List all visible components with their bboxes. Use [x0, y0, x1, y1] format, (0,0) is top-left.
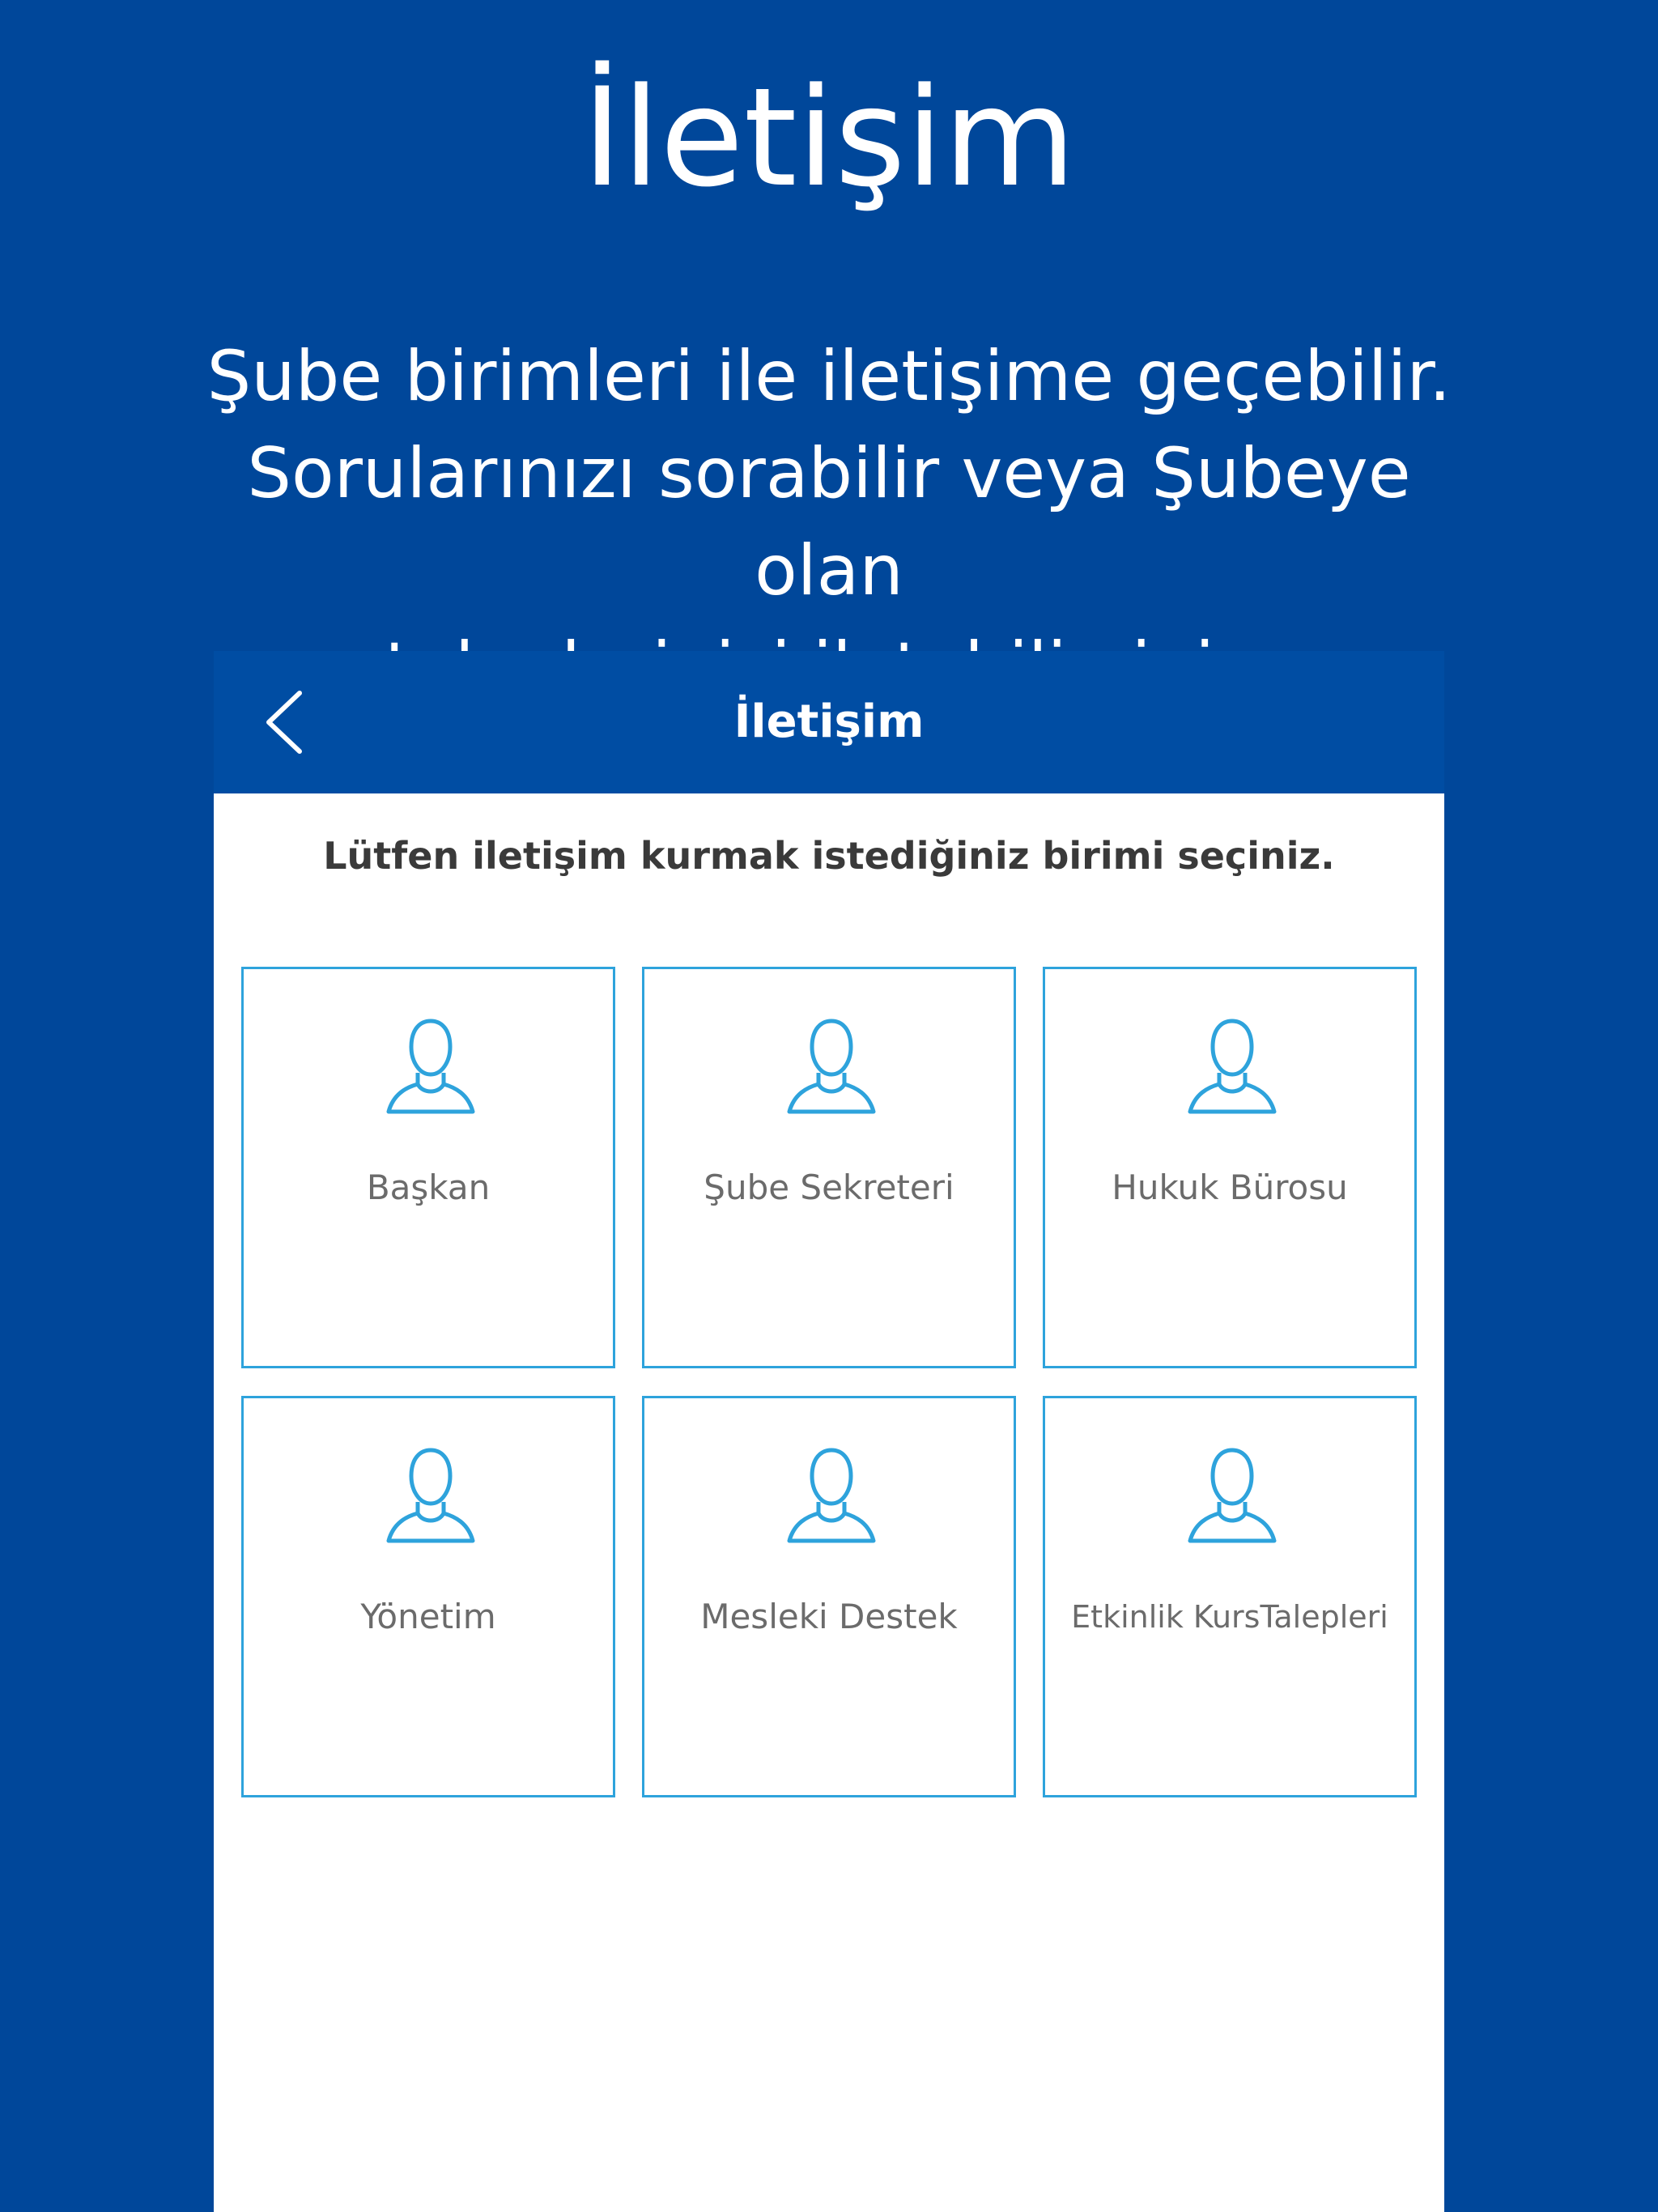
unit-grid: [241, 967, 1417, 1797]
unit-card-sube-sekreteri[interactable]: [642, 967, 1016, 1368]
back-button[interactable]: [246, 682, 327, 763]
unit-label: Etkinlik KursTalepleri: [1071, 1599, 1388, 1635]
unit-card-hukuk-burosu[interactable]: [1043, 967, 1417, 1368]
unit-card-yonetim[interactable]: [241, 1396, 615, 1797]
navigation-bar: [214, 651, 1444, 793]
unit-card-baskan[interactable]: [241, 967, 615, 1368]
user-icon: [382, 1016, 479, 1117]
unit-label: Yönetim: [360, 1597, 496, 1636]
unit-label: Hukuk Bürosu: [1112, 1168, 1348, 1207]
user-icon: [1184, 1445, 1281, 1546]
app-screen: [214, 651, 1444, 2212]
unit-card-etkinlik-kurs-talepleri[interactable]: [1043, 1396, 1417, 1797]
unit-card-mesleki-destek[interactable]: [642, 1396, 1016, 1797]
unit-label: Şube Sekreteri: [704, 1168, 954, 1207]
user-icon: [1184, 1016, 1281, 1117]
chevron-left-icon: [246, 682, 327, 763]
user-icon: [783, 1016, 880, 1117]
unit-label: Başkan: [366, 1168, 491, 1207]
screen-title: İletişim: [733, 696, 925, 748]
user-icon: [382, 1445, 479, 1546]
instruction-text: Lütfen iletişim kurmak istediğiniz birimi seçiniz.: [323, 834, 1335, 878]
promo-description-line: Sorularınızı sorabilir veya Şubeye olan: [247, 433, 1411, 611]
promo-description-line: Şube birimleri ile iletişime geçebilir.: [206, 336, 1452, 417]
unit-label: Mesleki Destek: [700, 1597, 958, 1636]
user-icon: [783, 1445, 880, 1546]
promo-title: İletişim: [582, 58, 1076, 217]
